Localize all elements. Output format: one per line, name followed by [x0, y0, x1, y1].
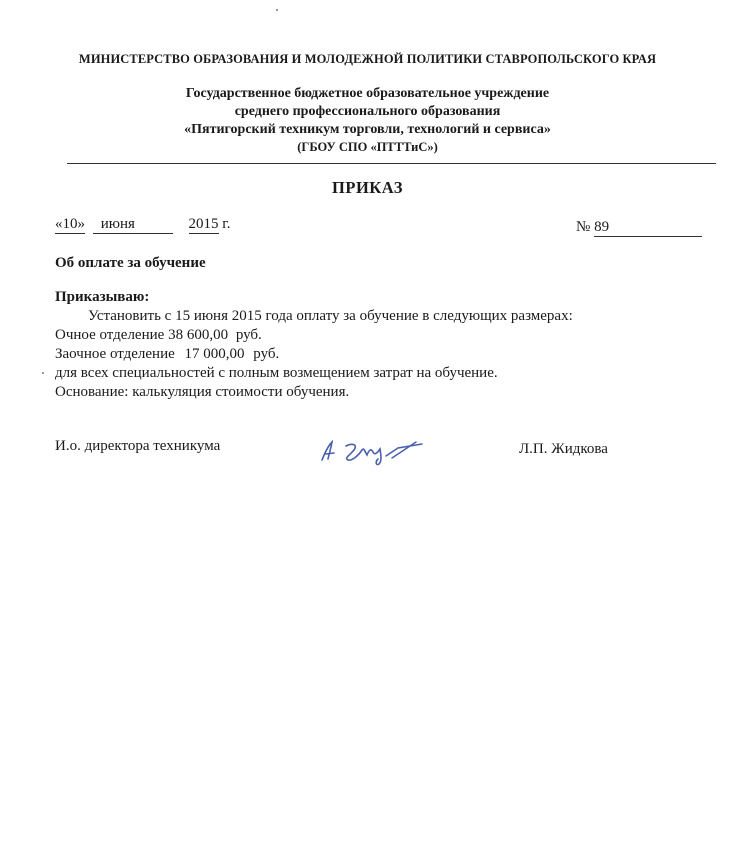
order-subject: Об оплате за обучение [55, 255, 206, 271]
institution-line-1: Государственное бюджетное образовательное учреждение [185, 86, 550, 101]
document-title: ПРИКАЗ [332, 178, 403, 197]
ministry-heading: МИНИСТЕРСТВО ОБРАЗОВАНИЯ И МОЛОДЕЖНОЙ ПОЛИТИКИ СТАВРОПОЛЬСКОГО КРАЯ [78, 52, 657, 66]
correspondence-label: Заочное отделение [55, 346, 175, 362]
date-month: июня [93, 216, 173, 234]
correspondence-unit: руб. [253, 346, 280, 362]
fulltime-amount: 38 600,00 [168, 327, 229, 343]
scan-speck [276, 9, 278, 11]
scan-speck [42, 372, 44, 374]
number-label: № [576, 219, 591, 235]
institution-line-2: среднего профессионального образования [234, 104, 501, 119]
signatory-name: Л.П. Жидкова [519, 441, 608, 457]
signature-image [318, 436, 430, 466]
institution-abbreviation: (ГБОУ СПО «ПТТТиС») [297, 140, 438, 154]
number-value: 89 [594, 219, 702, 237]
date-day: «10» [55, 216, 85, 232]
order-word: Приказываю: [55, 289, 150, 305]
fulltime-unit: руб. [235, 327, 262, 343]
date-year: 2015 [188, 216, 219, 232]
body-line-5: Основание: калькуляция стоимости обучения. [55, 384, 350, 400]
body-line-1: Установить с 15 июня 2015 года оплату за обучение в следующих размерах: [88, 308, 573, 324]
order-number [576, 219, 702, 237]
institution-name: «Пятигорский техникум торговли, технологий и сервиса» [184, 122, 551, 137]
correspondence-amount: 17 000,00 [184, 346, 245, 362]
body-line-4: для всех специальностей с полным возмещением затрат на обучение. [55, 365, 498, 381]
order-date [55, 216, 230, 234]
fulltime-label: Очное отделение [55, 327, 165, 343]
body-line-2 [55, 327, 262, 344]
date-suffix: г. [222, 216, 231, 232]
signatory-position: И.о. директора техникума [55, 438, 221, 454]
header-divider [67, 163, 716, 164]
body-line-3 [55, 346, 279, 363]
